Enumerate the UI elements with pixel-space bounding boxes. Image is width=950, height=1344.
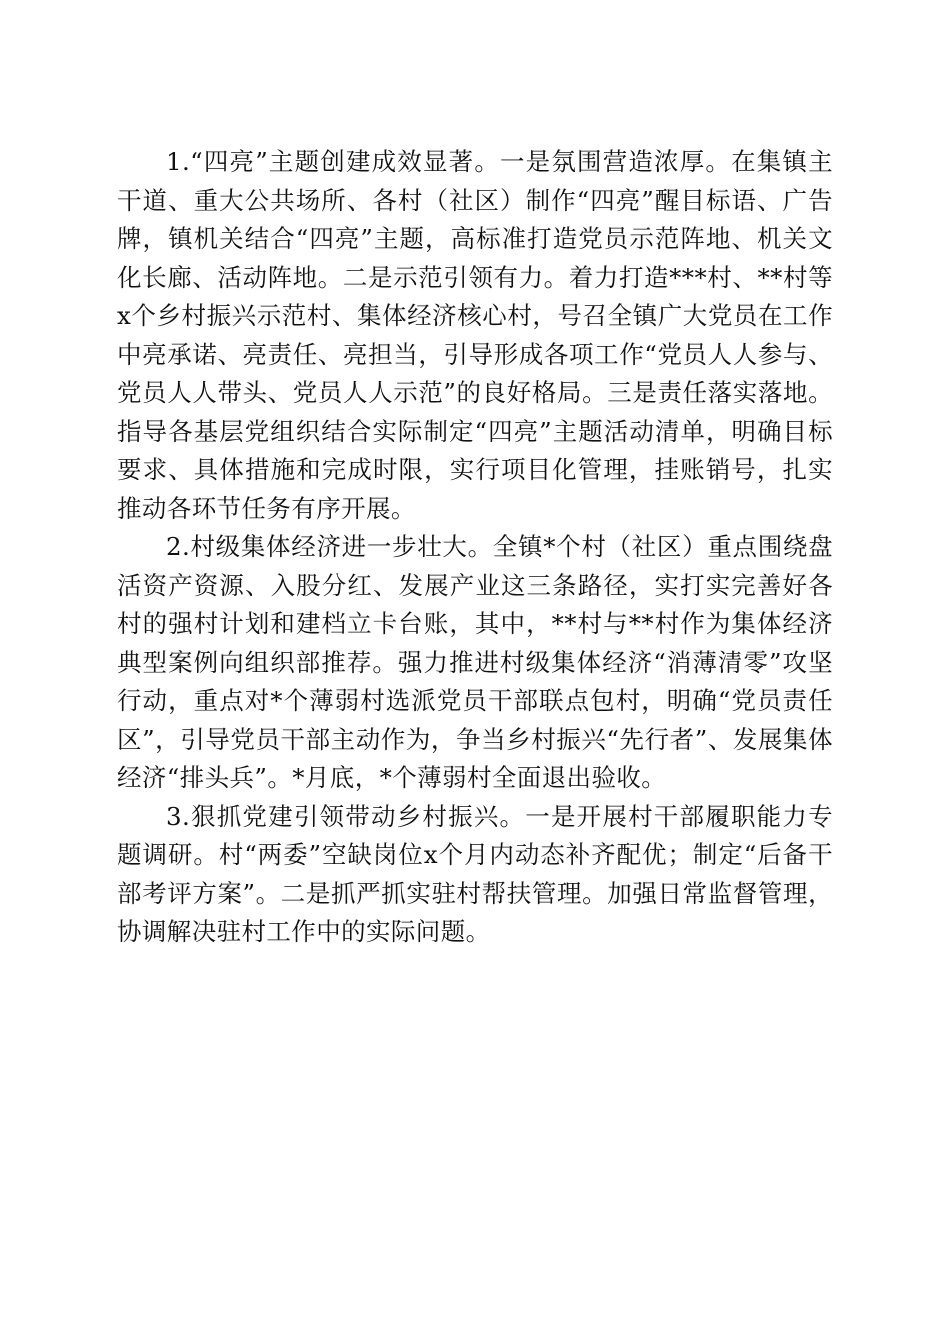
paragraph-1: 1.“四亮”主题创建成效显著。一是氛围营造浓厚。在集镇主干道、重大公共场所、各村（社区）制作“四亮”醒目标语、广告牌，镇机关结合“四亮”主题，高标准打造党员示范阵地、机关文化长廊、活动阵地。二是示范引领有力。着力打造***村、**村等x个乡村振兴示范村、集体经济核心村，号召全镇广大党员在工作中亮承诺、亮责任、亮担当，引导形成各项工作“党员人人参与、党员人人带头、党员人人示范”的良好格局。三是责任落实落地。指导各基层党组织结合实际制定“四亮”主题活动清单，明确目标要求、具体措施和完成时限，实行项目化管理，挂账销号，扎实推动各环节任务有序开展。 xyxy=(117,147,833,523)
document-body xyxy=(117,143,833,952)
paragraph-3: 3.狠抓党建引领带动乡村振兴。一是开展村干部履职能力专题调研。村“两委”空缺岗位x个月内动态补齐配优；制定“后备干部考评方案”。二是抓严抓实驻村帮扶管理。加强日常监督管理，协调解决驻村工作中的实际问题。 xyxy=(117,801,833,946)
paragraph-2: 2.村级集体经济进一步壮大。全镇*个村（社区）重点围绕盘活资产资源、入股分红、发展产业这三条路径，实打实完善好各村的强村计划和建档立卡台账，其中，**村与**村作为集体经济典型案例向组织部推荐。强力推进村级集体经济“消薄清零”攻坚行动，重点对*个薄弱村选派党员干部联点包村，明确“党员责任区”，引导党员干部主动作为，争当乡村振兴“先行者”、发展集体经济“排头兵”。*月底，*个薄弱村全面退出验收。 xyxy=(117,532,833,792)
